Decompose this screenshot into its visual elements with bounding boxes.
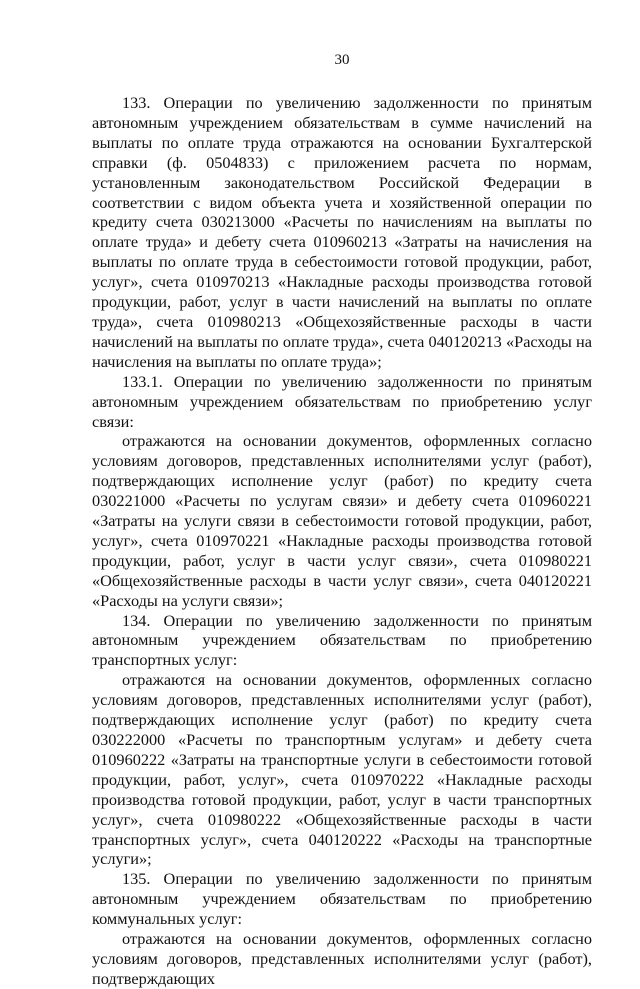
- paragraph-133: 133. Операции по увеличению задолженности по принятым автономным учреждением обязательствам в сумме начислений на выплаты по оплате труда отражаются на основании Бухгалтерской справки (ф. 0504833) с приложением расчета по нормам, установленным законодательством Российской Федерации в соответствии с видом объекта учета и хозяйственной операции по кредиту счета 030213000 «Расчеты по начислениям на выплаты по оплате труда» и дебету счета 010960213 «Затраты на начисления на выплаты по оплате труда в себестоимости готовой продукции, работ, услуг», счета 010970213 «Накладные расходы производства готовой продукции, работ, услуг в части начислений на выплаты по оплате труда», счета 010980213 «Общехозяйственные расходы в части начислений на выплаты по оплате труда», счета 040120213 «Расходы на начисления на выплаты по оплате труда»;: [92, 93, 592, 371]
- paragraph-134: 134. Операции по увеличению задолженности по принятым автономным учреждением обязательствам по приобретению транспортных услуг:: [92, 610, 592, 670]
- document-page: [92, 50, 592, 989]
- page-number: 30: [334, 52, 350, 68]
- paragraph-134-body: отражаются на основании документов, оформленных согласно условиям договоров, представленных исполнителями услуг (работ), подтверждающих исполнение услуг (работ) по кредиту счета 030222000 «Расчеты по транспортным услугам» и дебету счета 010960222 «Затраты на транспортные услуги в себестоимости готовой продукции, работ, услуг», счета 010970222 «Накладные расходы производства готовой продукции, работ, услуг в части транспортных услуг», счета 010980222 «Общехозяйственные расходы в части транспортных услуг», счета 040120222 «Расходы на транспортные услуги»;: [92, 670, 592, 869]
- paragraph-133-1-body: отражаются на основании документов, оформленных согласно условиям договоров, представленных исполнителями услуг (работ), подтверждающих исполнение услуг (работ) по кредиту счета 030221000 «Расчеты по услугам связи» и дебету счета 010960221 «Затраты на услуги связи в себестоимости готовой продукции, работ, услуг», счета 010970221 «Накладные расходы производства готовой продукции, работ, услуг в части услуг связи», счета 010980221 «Общехозяйственные расходы в части услуг связи», счета 040120221 «Расходы на услуги связи»;: [92, 431, 592, 610]
- paragraph-135: 135. Операции по увеличению задолженности по принятым автономным учреждением обязательствам по приобретению коммунальных услуг:: [92, 869, 592, 929]
- paragraph-135-body: отражаются на основании документов, оформленных согласно условиям договоров, представленных исполнителями услуг (работ), подтверждающих: [92, 929, 592, 988]
- paragraph-133-1: 133.1. Операции по увеличению задолженности по принятым автономным учреждением обязательствам по приобретению услуг связи:: [92, 371, 592, 431]
